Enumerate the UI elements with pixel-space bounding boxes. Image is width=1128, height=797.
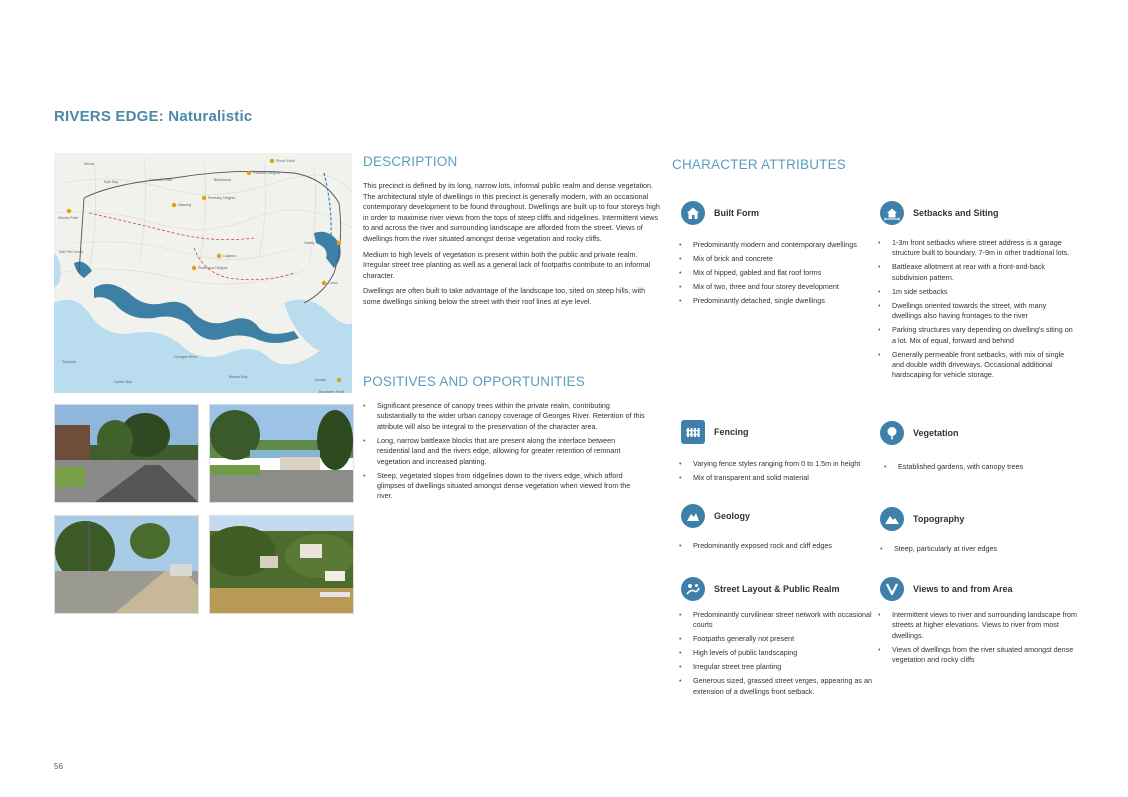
list-item: • 1m side setbacks [878,287,1076,297]
list-item: • Mix of hipped, gabled and flat roof forms [679,268,865,278]
street-photo-1 [54,404,199,503]
hill-icon [880,507,904,531]
list-item: • Battleaxe allotment at rear with a front-and-back subdivision pattern. [878,262,1076,283]
positives-list [363,401,645,505]
street-photo-3 [54,515,199,614]
map-place-label: Revesby Heights [208,196,236,200]
description-body [363,181,661,313]
view-icon [880,577,904,601]
map-place-label: Peakhurst Heights [198,266,228,270]
map-place-label: Jannali [314,378,326,382]
built-form-title: Built Form [714,208,759,218]
vegetation-list [884,462,1074,476]
list-item: • Significant presence of canopy trees within the private realm, contributing substantially to the wider urban canopy coverage of Georges River. Retention of this attribute will also be integral to the preservation of the character area. [363,401,645,432]
setback-icon [880,201,904,225]
street-layout-list [679,610,877,701]
fencing-list [679,459,865,487]
topography-header [880,507,964,531]
list-item: • Predominantly detached, single dwellings [679,296,865,306]
page-number: 56 [54,762,63,771]
list-item: • Footpaths generally not present [679,634,877,644]
map-place-label: Kyle Bay [104,180,119,184]
setbacks-header [880,201,999,225]
map-place-label: Burraneer Point [319,390,345,393]
setbacks-title: Setbacks and Siting [913,208,999,218]
list-item: • Irregular street tree planting [679,662,877,672]
list-item: • Predominantly curvilinear street network with occasional courts [679,610,877,631]
map-place-label: Salt Pan Creek [59,250,84,254]
geology-list [679,541,869,555]
views-header [880,577,1013,601]
street-icon [681,577,705,601]
fence-icon [681,420,705,444]
description-paragraph: Dwellings are often built to take advantage of the landscape too, sited on steep hills, with some dwellings sinking below the street with their roof lines at eye level. [363,286,646,306]
street-photo-2 [209,404,354,503]
geology-title: Geology [714,511,751,521]
map-place-label: Sylvania [62,360,76,364]
list-item: • Generous sized, grassed street verges, appearing as an extension of a dwellings front setback. [679,676,877,697]
map-place-label: Bonnet Bay [229,375,248,379]
built-form-list [679,240,865,310]
list-item: • Parking structures vary depending on dwelling's siting on a lot. Mix of equal, forward and behind [878,325,1076,346]
list-item: • 1-3m front setbacks where street address is a garage structure built to boundary. 7-9m in other traditional lots. [878,238,1076,259]
map-place-label: Menai [84,162,94,166]
list-item: • Mix of brick and concrete [679,254,865,264]
page-title: RIVERS EDGE: Naturalistic [54,108,253,125]
map-graphic [54,153,352,393]
list-item: • Established gardens, with canopy trees [884,462,1074,472]
vegetation-title: Vegetation [913,428,959,438]
character-heading: CHARACTER ATTRIBUTES [672,157,847,172]
positives-heading: POSITIVES AND OPPORTUNITIES [363,374,585,389]
vegetation-header [880,421,959,445]
list-item: • Long, narrow battleaxe blocks that are present along the interface between residential land and the rivers edge, allowing for greater retention of remnant vegetation and increased planting. [363,436,645,467]
description-paragraph: Medium to high levels of vegetation is present within both the public and private realm. Irregular street tree planting as well as a general lack of footpaths contribute to an informal character. [363,249,651,280]
list-item: • Dwellings oriented towards the street, with many dwellings also having frontages to the river [878,301,1076,322]
map-place-label: Blakehurst [214,178,231,182]
list-item: • Predominantly modern and contemporary dwellings [679,240,865,250]
house-icon [681,201,705,225]
list-item: • Views of dwellings from the river situated amongst dense vegetation and rocky cliffs [878,645,1078,666]
geology-header [681,504,750,528]
river-photo [209,515,354,614]
map-place-label: Oyster Bay [114,380,132,384]
list-item: • Intermittent views to river and surrounding landscape from streets at higher elevations. Views to river from most dwellings. [878,610,1078,641]
map-place-label: Como [328,281,338,285]
list-item: • Steep, vegetated slopes from ridgelines down to the rivers edge, which afford glimpses of dwellings situated amongst dense vegetation when viewed from the river. [363,471,645,502]
list-item: • Varying fence styles ranging from 0 to 1.5m in height [679,459,865,469]
map-place-label: Georges River [174,355,198,359]
description-heading: DESCRIPTION [363,154,458,169]
list-item: • Predominantly exposed rock and cliff edges [679,541,869,551]
views-list [878,610,1078,669]
description-paragraph: This precinct is defined by its long, narrow lots, informal public realm and dense vegetation. The architectural style of dwellings in this precinct is generally modern, with an occasional contemporary development to be found throughout. Dwellings are built up to four storeys high in order to maximise river views from the tops of steep cliffs and ridgelines. Intermittent views to and across the river and surrounding landscape are afforded from the street. Views of dwellings from the river situated amongst dense vegetation and rocky cliffs. [363,181,660,243]
map-place-label: Illawong [178,203,192,207]
list-item: • Steep, particularly at river edges [880,544,1070,554]
tree-icon [880,421,904,445]
list-item: • Mix of transparent and solid material [679,473,865,483]
rock-icon [681,504,705,528]
topography-title: Topography [913,514,965,524]
map-place-label: Picnic Point [276,159,295,163]
map-place-label: Connells Point [149,178,173,182]
fencing-title: Fencing [714,427,749,437]
views-title: Views to and from Area [913,584,1013,594]
list-item: • High levels of public landscaping [679,648,877,658]
built-form-header [681,201,759,225]
list-item: • Generally permeable front setbacks, with mix of single and double width driveways. Occasional additional hardscaping for vehicle storage. [878,350,1076,381]
map-place-label: Lugarno [223,254,237,258]
map-place-label: Alfords Point [58,216,79,220]
map-place-label: Oatley [304,241,315,245]
list-item: • Mix of two, three and four storey development [679,282,865,292]
fencing-header [681,420,749,444]
map-place-label: Padstow Heights [253,171,280,175]
precinct-map [54,153,352,393]
topography-list [880,544,1070,558]
street-layout-title: Street Layout & Public Realm [714,584,840,594]
setbacks-list [878,238,1076,384]
street-layout-header [681,577,840,601]
